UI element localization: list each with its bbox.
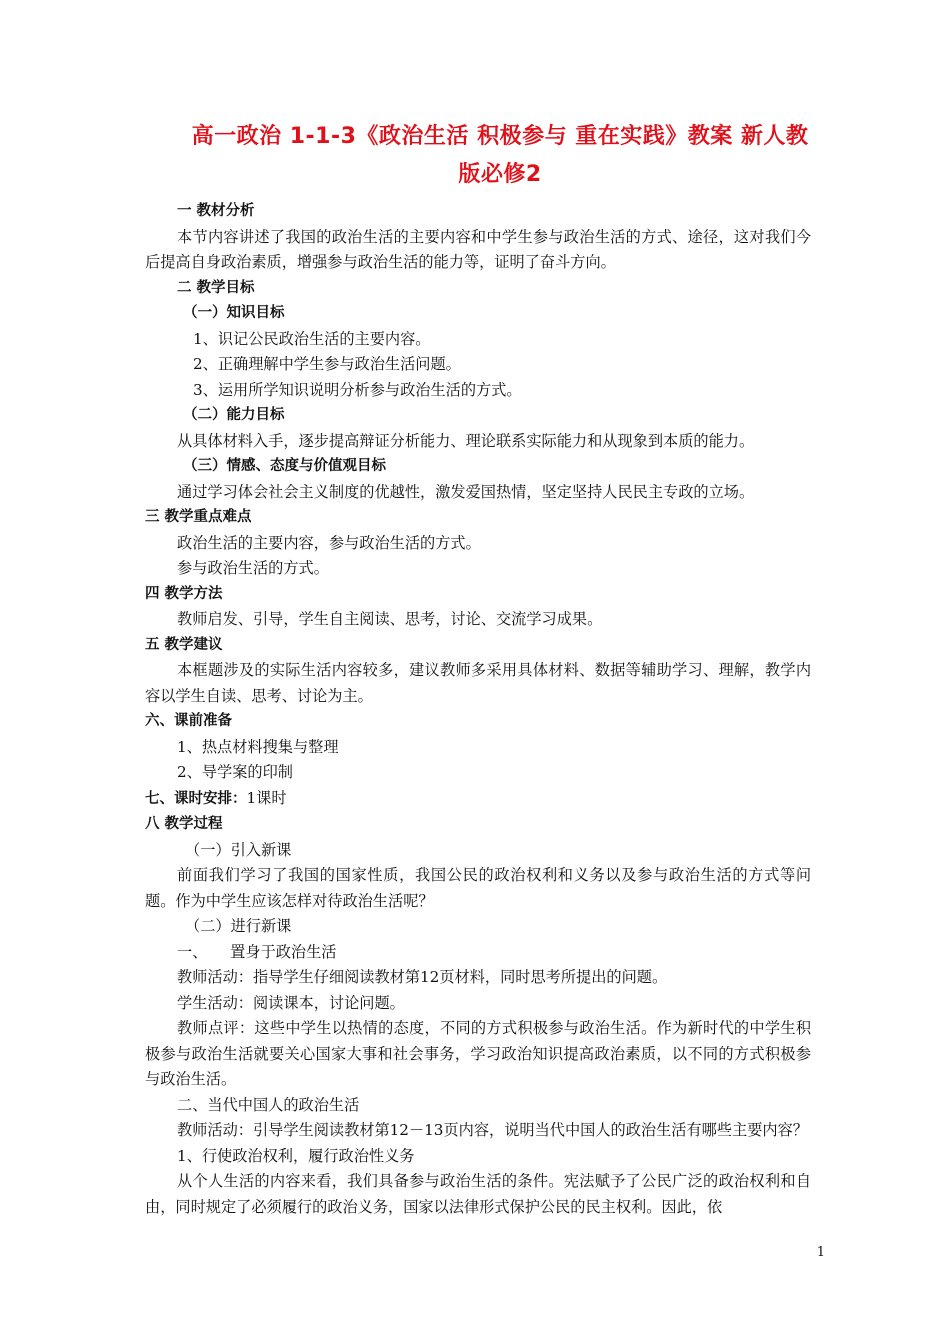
- paragraph: 从具体材料入手，逐步提高辩证分析能力、理论联系实际能力和从现象到本质的能力。: [177, 431, 755, 450]
- subsection-heading: （一）知识目标: [183, 305, 285, 321]
- list-item: 2、导学案的印制: [177, 763, 293, 781]
- section-heading: 五 教学建议: [145, 636, 223, 653]
- paragraph: 教师活动：引导学生阅读教材第12－13页内容，说明当代中国人的政治生活有哪些主要内容？: [177, 1121, 808, 1139]
- list-item: 1、识记公民政治生活的主要内容。: [193, 329, 431, 348]
- section-heading: 八 教学过程: [145, 816, 223, 832]
- step-heading: （二）进行新课: [185, 917, 292, 935]
- list-item: 3、运用所学知识说明分析参与政治生活的方式。: [193, 380, 522, 399]
- paragraph: 前面我们学习了我国的国家性质，我国公民的政治权利和义务以及参与政治生活的方式等问题。作为中学生应该怎样对待政治生活呢？: [145, 866, 811, 910]
- schedule-label: 七、课时安排：: [145, 790, 247, 807]
- paragraph: 教师点评：这些中学生以热情的态度，不同的方式积极参与政治生活。作为新时代的中学生积极参与政治生活就要关心国家大事和社会事务，学习政治知识提高政治素质，以不同的方式积极参与政治生活。: [145, 1019, 811, 1088]
- section-heading: 六、课前准备: [145, 713, 232, 729]
- paragraph: 教师活动：指导学生仔细阅读教材第12页材料，同时思考所提出的问题。: [177, 968, 668, 986]
- subsection-heading: （三）情感、态度与价值观目标: [183, 458, 386, 474]
- document-title: [140, 118, 860, 194]
- subsection-heading: （二）能力目标: [183, 407, 285, 423]
- document-body: [145, 199, 811, 1220]
- schedule-line: [145, 786, 811, 813]
- section-heading: 四 教学方法: [145, 585, 223, 602]
- part-title: 二、当代中国人的政治生活: [177, 1095, 360, 1114]
- section-heading: 三 教学重点难点: [145, 509, 252, 525]
- section-heading: 一 教材分析: [177, 203, 255, 219]
- paragraph: 政治生活的主要内容，参与政治生活的方式。: [177, 533, 481, 552]
- title-line-1: 高一政治 1-1-3《政治生活 积极参与 重在实践》教案 新人教: [191, 124, 809, 149]
- part-title: 一、 置身于政治生活: [177, 942, 337, 961]
- paragraph: 从个人生活的内容来看，我们具备参与政治生活的条件。宪法赋予了公民广泛的政治权利和自由，同时规定了必须履行的政治义务，国家以法律形式保护公民的民主权利。因此，依: [145, 1172, 811, 1216]
- title-line-2: 版必修2: [458, 162, 542, 187]
- sub-title: 1、行使政治权利，履行政治性义务: [177, 1146, 415, 1165]
- paragraph: 参与政治生活的方式。: [177, 559, 329, 577]
- section-heading: 二 教学目标: [177, 279, 255, 296]
- list-item: 1、热点材料搜集与整理: [177, 737, 339, 756]
- step-heading: （一）引入新课: [185, 840, 292, 859]
- schedule-value: 1课时: [246, 788, 287, 807]
- paragraph: 本节内容讲述了我国的政治生活的主要内容和中学生参与政治生活的方式、途径，这对我们今后提高自身政治素质，增强参与政治生活的能力等，证明了奋斗方向。: [145, 227, 811, 271]
- paragraph: 教师启发、引导，学生自主阅读、思考，讨论、交流学习成果。: [177, 610, 603, 628]
- paragraph: 本框题涉及的实际生活内容较多，建议教师多采用具体材料、数据等辅助学习、理解，教学内容以学生自读、思考、讨论为主。: [145, 661, 811, 705]
- paragraph: 通过学习体会社会主义制度的优越性，激发爱国热情，坚定坚持人民民主专政的立场。: [177, 482, 755, 501]
- page-number: 1: [816, 1245, 825, 1260]
- paragraph: 学生活动：阅读课本，讨论问题。: [177, 993, 405, 1012]
- list-item: 2、正确理解中学生参与政治生活问题。: [193, 355, 461, 373]
